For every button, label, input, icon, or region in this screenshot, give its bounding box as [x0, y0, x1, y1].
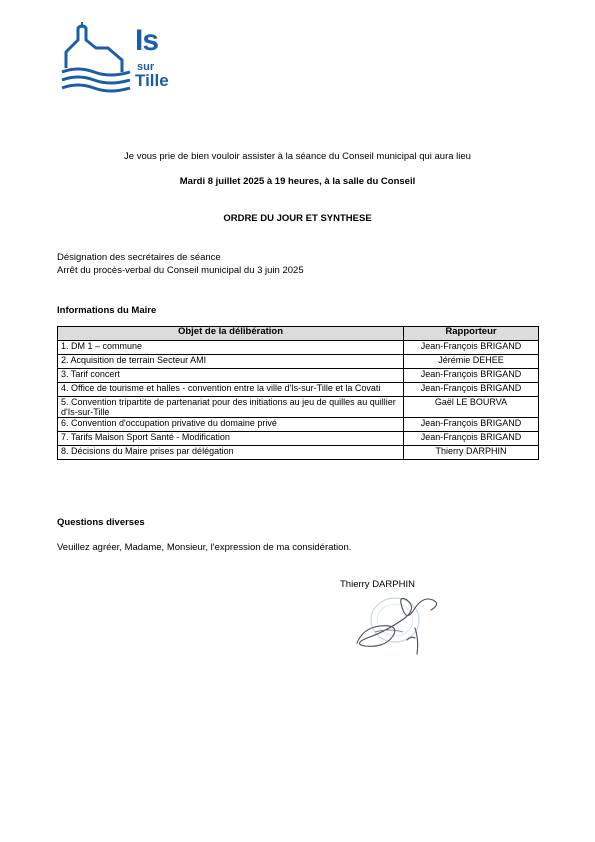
rapporteur-cell: Jean-François BRIGAND	[404, 418, 539, 432]
mayor-info-heading: Informations du Maire	[57, 305, 157, 316]
invitation-text: Je vous prie de bien vouloir assister à la séance du Conseil municipal qui aura lieu	[124, 151, 471, 162]
agenda-table	[57, 326, 539, 460]
closing-text: Veuillez agréer, Madame, Monsieur, l'expression de ma considération.	[57, 542, 352, 553]
rapporteur-cell: Jean-François BRIGAND	[404, 341, 539, 355]
subject-cell: 4. Office de tourisme et halles - convention entre la ville d'Is-sur-Tille et la Covati	[58, 383, 404, 397]
table-row	[58, 397, 539, 418]
meeting-date: Mardi 8 juillet 2025 à 19 heures, à la salle du Conseil	[179, 176, 416, 187]
preliminary-item: Désignation des secrétaires de séance	[57, 252, 221, 263]
table-row	[58, 341, 539, 355]
table-row	[58, 446, 539, 460]
table-row	[58, 355, 539, 369]
signatory-name: Thierry DARPHIN	[340, 579, 415, 590]
rapporteur-cell: Jean-François BRIGAND	[404, 369, 539, 383]
rapporteur-cell: Thierry DARPHIN	[404, 446, 539, 460]
rapporteur-cell: Jean-François BRIGAND	[404, 383, 539, 397]
preliminary-item: Arrêt du procès-verbal du Conseil municipal du 3 juin 2025	[57, 265, 304, 276]
subject-cell: 3. Tarif concert	[58, 369, 404, 383]
logo-text-sur: sur	[137, 61, 155, 73]
column-header-rapporteur: Rapporteur	[404, 327, 539, 341]
table-row	[58, 383, 539, 397]
subject-cell: 8. Décisions du Maire prises par délégation	[58, 446, 404, 460]
table-row	[58, 432, 539, 446]
rapporteur-cell: Jean-François BRIGAND	[404, 432, 539, 446]
misc-heading: Questions diverses	[57, 517, 145, 528]
town-logo	[60, 22, 180, 94]
logo-text-is: Is	[135, 24, 159, 57]
rapporteur-cell: Gaël LE BOURVA	[404, 397, 539, 418]
subject-cell: 1. DM 1 – commune	[58, 341, 404, 355]
logo-text-tille: Tille	[135, 71, 169, 90]
subject-cell: 7. Tarifs Maison Sport Santé - Modification	[58, 432, 404, 446]
agenda-title: ORDRE DU JOUR ET SYNTHESE	[223, 213, 372, 224]
table-row	[58, 418, 539, 432]
subject-cell: 6. Convention d'occupation privative du domaine privé	[58, 418, 404, 432]
table-row	[58, 369, 539, 383]
subject-cell: 2. Acquisition de terrain Secteur AMI	[58, 355, 404, 369]
signature-stamp	[345, 588, 455, 658]
column-header-subject: Objet de la délibération	[58, 327, 404, 341]
church-waves-icon	[60, 22, 135, 94]
rapporteur-cell: Jérémie DEHEE	[404, 355, 539, 369]
table-header-row	[58, 327, 539, 341]
subject-cell: 5. Convention tripartite de partenariat pour des initiations au jeu de quilles au quillier d'Is-sur-Tille	[58, 397, 404, 418]
